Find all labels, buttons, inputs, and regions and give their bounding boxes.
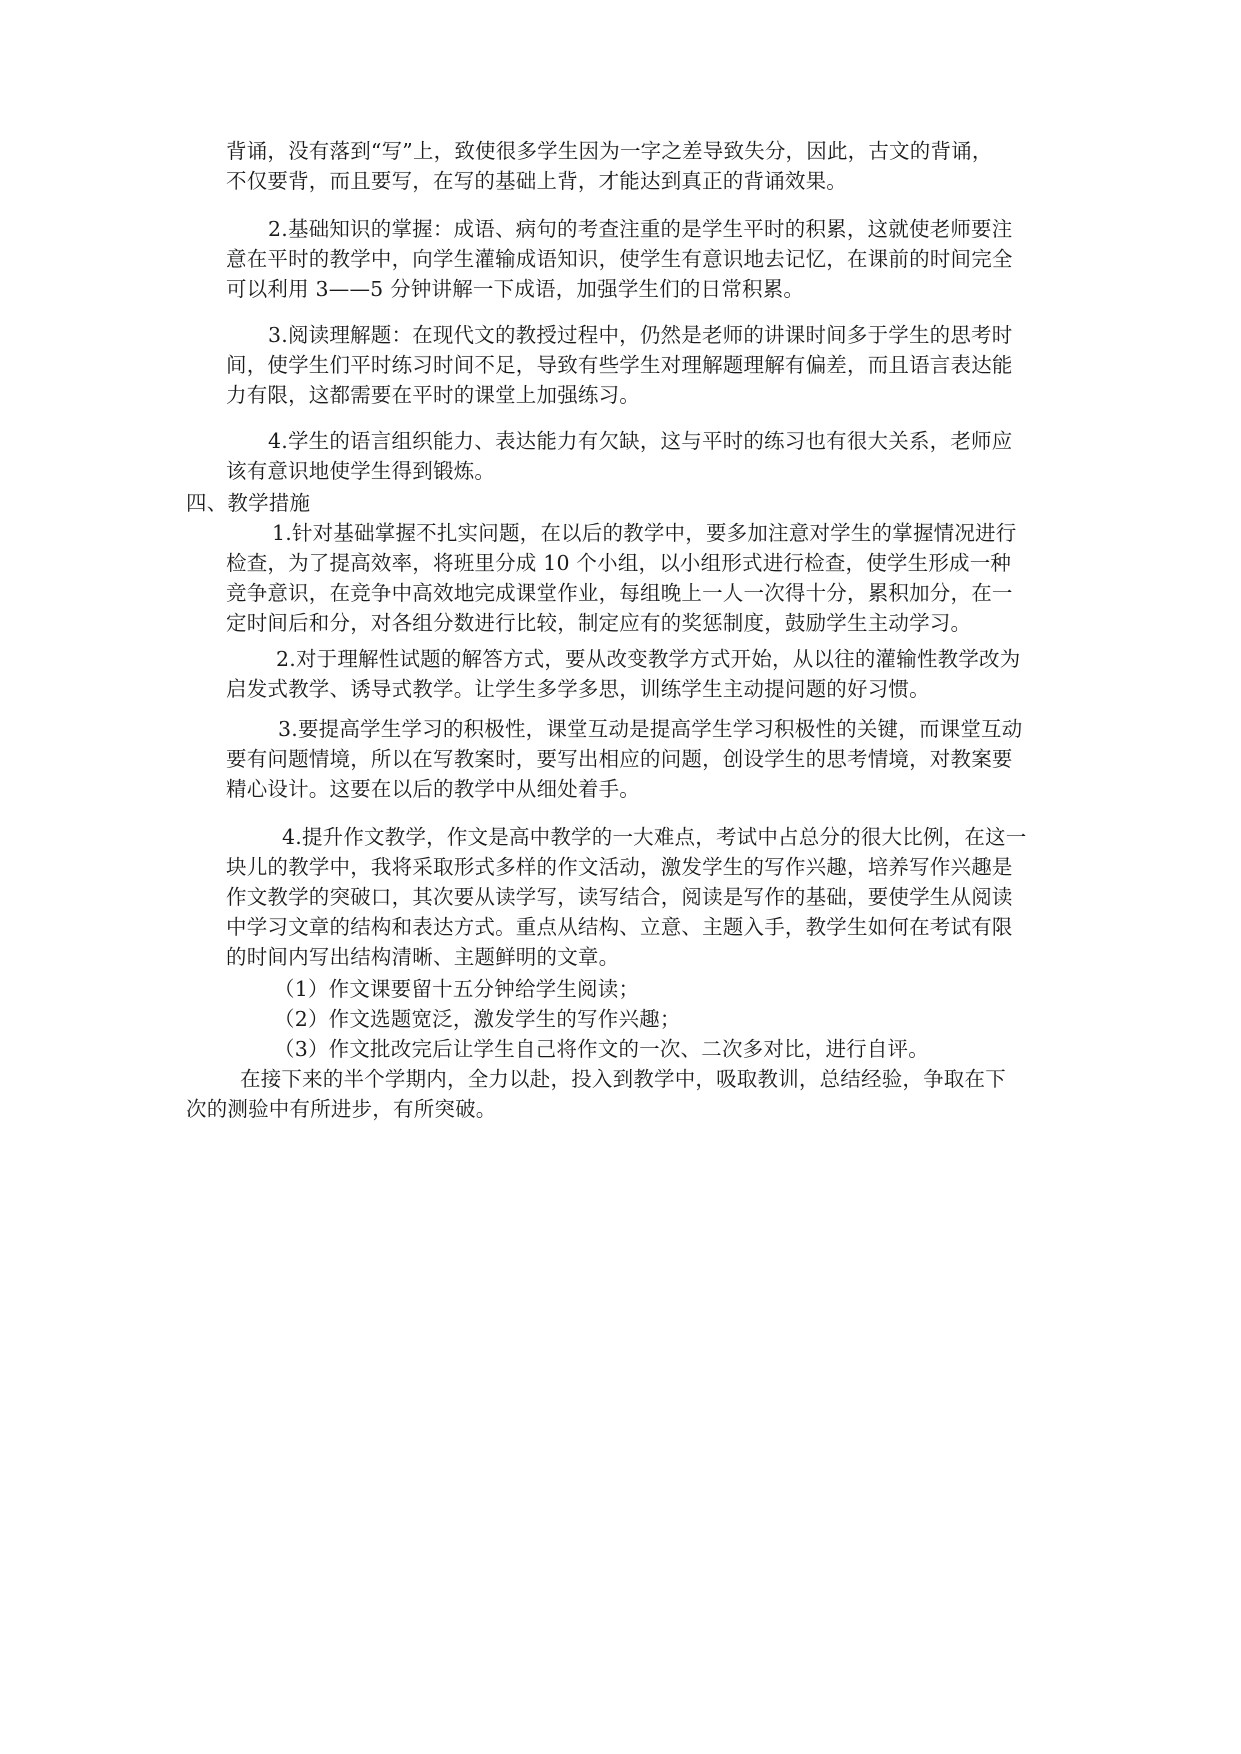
paragraph-line: 作文教学的突破口，其次要从读学写，读写结合，阅读是写作的基础，要使学生从阅读 [226, 885, 1013, 909]
paragraph-line: 竞争意识，在竞争中高效地完成课堂作业，每组晚上一人一次得十分，累积加分，在一 [226, 581, 1013, 605]
paragraph-line: 2.基础知识的掌握：成语、病句的考查注重的是学生平时的积累，这就使老师要注 [268, 217, 1013, 241]
paragraph-line: 定时间后和分，对各组分数进行比较，制定应有的奖惩制度，鼓励学生主动学习。 [226, 611, 972, 635]
paragraph-line: 可以利用 3——5 分钟讲解一下成语，加强学生们的日常积累。 [226, 277, 805, 301]
paragraph-line: 要有问题情境，所以在写教案时，要写出相应的问题，创设学生的思考情境，对教案要 [226, 747, 1013, 771]
paragraph-line: 意在平时的教学中，向学生灌输成语知识，使学生有意识地去记忆，在课前的时间完全 [226, 247, 1013, 271]
paragraph-line: 块儿的教学中，我将采取形式多样的作文活动，激发学生的写作兴趣，培养写作兴趣是 [226, 855, 1013, 879]
paragraph-line: 2.对于理解性试题的解答方式，要从改变教学方式开始，从以往的灌输性教学改为 [276, 647, 1021, 671]
paragraph-line: 该有意识地使学生得到锻炼。 [226, 459, 496, 483]
section-heading: 四、教学措施 [186, 491, 311, 515]
paragraph-line: 4.提升作文教学，作文是高中教学的一大难点，考试中占总分的很大比例，在这一 [282, 825, 1027, 849]
paragraph-line: 3.要提高学生学习的积极性，课堂互动是提高学生学习积极性的关键，而课堂互动 [278, 717, 1023, 741]
paragraph-line: 次的测验中有所进步，有所突破。 [186, 1097, 497, 1121]
paragraph-line: 背诵，没有落到“写”上，致使很多学生因为一字之差导致失分，因此，古文的背诵， [226, 139, 993, 163]
paragraph-line: 不仅要背，而且要写，在写的基础上背，才能达到真正的背诵效果。 [226, 169, 847, 193]
paragraph-line: 的时间内写出结构清晰、主题鲜明的文章。 [226, 945, 620, 969]
paragraph-line: 在接下来的半个学期内，全力以赴，投入到教学中，吸取教训，总结经验，争取在下 [240, 1067, 1006, 1091]
paragraph-line: 启发式教学、诱导式教学。让学生多学多思，训练学生主动提问题的好习惯。 [226, 677, 930, 701]
paragraph-line: 3.阅读理解题：在现代文的教授过程中，仍然是老师的讲课时间多于学生的思考时 [268, 323, 1013, 347]
list-item: （2）作文选题宽泛，激发学生的写作兴趣； [274, 1007, 681, 1031]
paragraph-line: 检查，为了提高效率，将班里分成 10 个小组，以小组形式进行检查，使学生形成一种 [226, 551, 1012, 575]
paragraph-line: 间，使学生们平时练习时间不足，导致有些学生对理解题理解有偏差，而且语言表达能 [226, 353, 1013, 377]
paragraph-line: 力有限，这都需要在平时的课堂上加强练习。 [226, 383, 640, 407]
paragraph-line: 中学习文章的结构和表达方式。重点从结构、立意、主题入手，教学生如何在考试有限 [226, 915, 1013, 939]
paragraph-line: 1.针对基础掌握不扎实问题，在以后的教学中，要多加注意对学生的掌握情况进行 [272, 521, 1017, 545]
paragraph-line: 精心设计。这要在以后的教学中从细处着手。 [226, 777, 640, 801]
paragraph-line: 4.学生的语言组织能力、表达能力有欠缺，这与平时的练习也有很大关系，老师应 [268, 429, 1013, 453]
list-item: （1）作文课要留十五分钟给学生阅读； [274, 977, 640, 1001]
list-item: （3）作文批改完后让学生自己将作文的一次、二次多对比，进行自评。 [274, 1037, 929, 1061]
